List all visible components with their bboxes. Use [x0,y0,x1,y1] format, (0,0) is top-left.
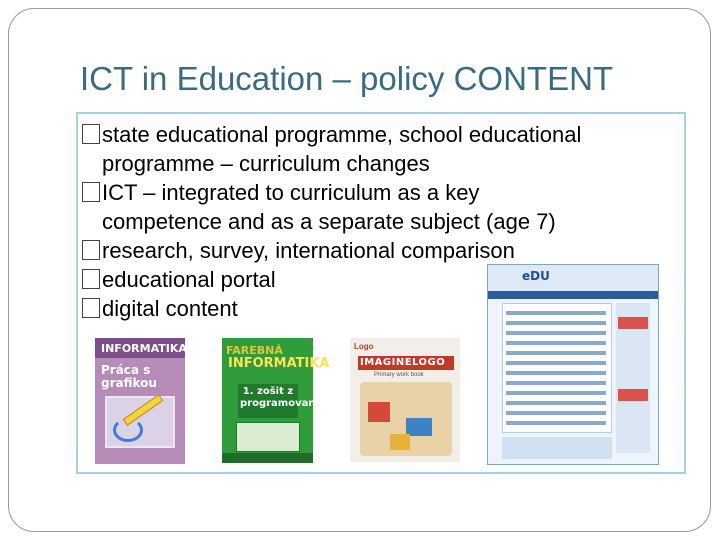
book-header-text: FAREBNÁ [226,344,283,357]
book-footer [222,453,313,463]
portal-row [506,381,606,385]
bullet-box-icon [82,298,100,318]
portal-nav-bar [488,293,658,299]
book-cover-farebna [222,338,330,463]
portal-row [506,371,606,375]
book-band-text: 1. zošit z programovania [240,386,326,409]
bullet-text: digital content [102,296,238,321]
bullet-box-icon [82,182,100,202]
portal-row [506,321,606,325]
portal-row [506,351,606,355]
bullet-box-icon [82,124,100,144]
bullet-box-icon [82,269,100,289]
book-header-text: INFORMATIKA [101,342,187,355]
portal-sidebar-block [618,389,648,401]
portal-row [506,401,606,405]
book-subtitle: Primary work book [374,372,424,378]
portal-row [506,331,606,335]
toy-block [390,434,410,450]
book-illustration [236,422,300,452]
portal-sidebar-block [618,317,648,329]
bullet-item [82,120,682,149]
portal-row [506,341,606,345]
bullet-text: state educational programme, school educational [102,122,582,147]
book-cover-imaginelogo [350,338,460,462]
bullet-text: educational portal [102,267,276,292]
portal-footer [502,437,612,459]
book-title: INFORMATIKA [228,356,330,371]
bullet-item [82,236,682,265]
portal-logo: eDU [522,269,550,283]
bullet-continuation: programme – curriculum changes [102,151,430,176]
bullet-item [82,178,682,207]
portal-header [488,265,658,293]
book-title: Práca s grafikou [101,363,157,390]
bullet-continuation: competence and as a separate subject (age 7) [102,209,556,234]
bullet-box-icon [82,240,100,260]
portal-screenshot [487,264,659,465]
portal-row [506,391,606,395]
publisher-logo: Logo [354,342,374,351]
book-title: IMAGINELOGO [360,357,446,368]
portal-row [506,421,606,425]
slide-title: ICT in Education – policy CONTENT [80,60,614,97]
book-cover-informatika [95,338,185,464]
toy-block [368,402,390,422]
portal-row [506,361,606,365]
swirl-icon [113,418,143,442]
portal-row [506,411,606,415]
bullet-text: ICT – integrated to curriculum as a key [102,180,480,205]
portal-row [506,311,606,315]
bullet-text: research, survey, international comparison [102,238,515,263]
